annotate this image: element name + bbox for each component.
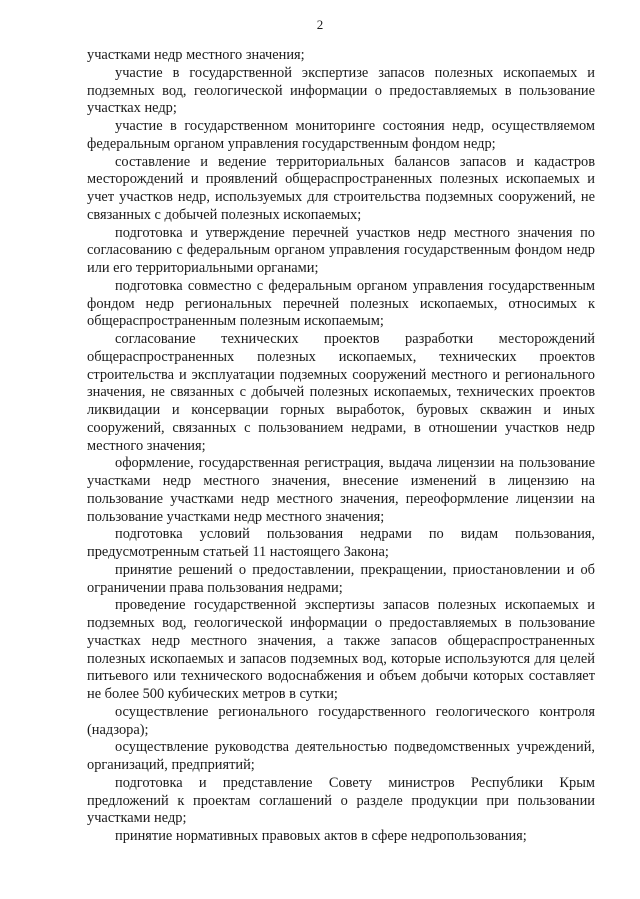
paragraph: составление и ведение территориальных балансов запасов и кадастров месторождений и проявлений общераспространенных полезных ископаемых и учет участков недр, используемых для строительства подземных сооружений, не связанных с добычей полезных ископаемых; <box>87 153 595 223</box>
paragraph: проведение государственной экспертизы запасов полезных ископаемых и подземных вод, геологической информации о предоставляемых в пользование участках недр местного значения, а также запасов общераспространенных полезных ископаемых и запасов подземных вод, которые используются для целей питьевого или технического водоснабжения и объем добычи которых составляет не более 500 кубических метров в сутки; <box>87 597 595 702</box>
page-number: 2 <box>316 17 324 32</box>
paragraph: подготовка совместно с федеральным органом управления государственным фондом недр региональных перечней полезных ископаемых, относимых к общераспространенным полезным ископаемым; <box>87 277 595 330</box>
paragraph: осуществление руководства деятельностью подведомственных учреждений, организаций, предприятий; <box>87 739 595 773</box>
paragraph: подготовка и представление Совету министров Республики Крым предложений к проектам соглашений о разделе продукции при пользовании участками недр; <box>87 774 595 827</box>
paragraph: подготовка условий пользования недрами по видам пользования, предусмотренным статьей 11 настоящего Закона; <box>87 526 595 560</box>
paragraph: оформление, государственная регистрация, выдача лицензии на пользование участками недр местного значения, внесение изменений в лицензию на пользование участками недр местного значения, переоформление лицензии на пользование участками недр местного значения; <box>87 455 595 525</box>
paragraph: участками недр местного значения; <box>87 47 305 63</box>
paragraph: осуществление регионального государственного геологического контроля (надзора); <box>87 703 595 738</box>
paragraph: принятие решений о предоставлении, прекращении, приостановлении и об ограничении права пользования недрами; <box>87 561 595 596</box>
paragraph: участие в государственной экспертизе запасов полезных ископаемых и подземных вод, геологической информации о предоставляемых в пользование участках недр; <box>87 64 595 117</box>
document-body <box>87 47 595 846</box>
paragraph: согласование технических проектов разработки месторождений общераспространенных полезных ископаемых, технических проектов строительства и эксплуатации подземных сооружений местного и регионального значения, не связанных с добычей полезных ископаемых, технических проектов ликвидации и консервации горных выработок, буровых скважин и иных сооружений, связанных с пользованием недрами, в отношении участков недр местного значения; <box>87 331 595 454</box>
paragraph: участие в государственном мониторинге состояния недр, осуществляемом федеральным органом управления государственным фондом недр; <box>87 118 595 152</box>
paragraph: подготовка и утверждение перечней участков недр местного значения по согласованию с федеральным органом управления государственным фондом недр или его территориальными органами; <box>87 224 595 276</box>
paragraph: принятие нормативных правовых актов в сфере недропользования; <box>115 828 527 844</box>
